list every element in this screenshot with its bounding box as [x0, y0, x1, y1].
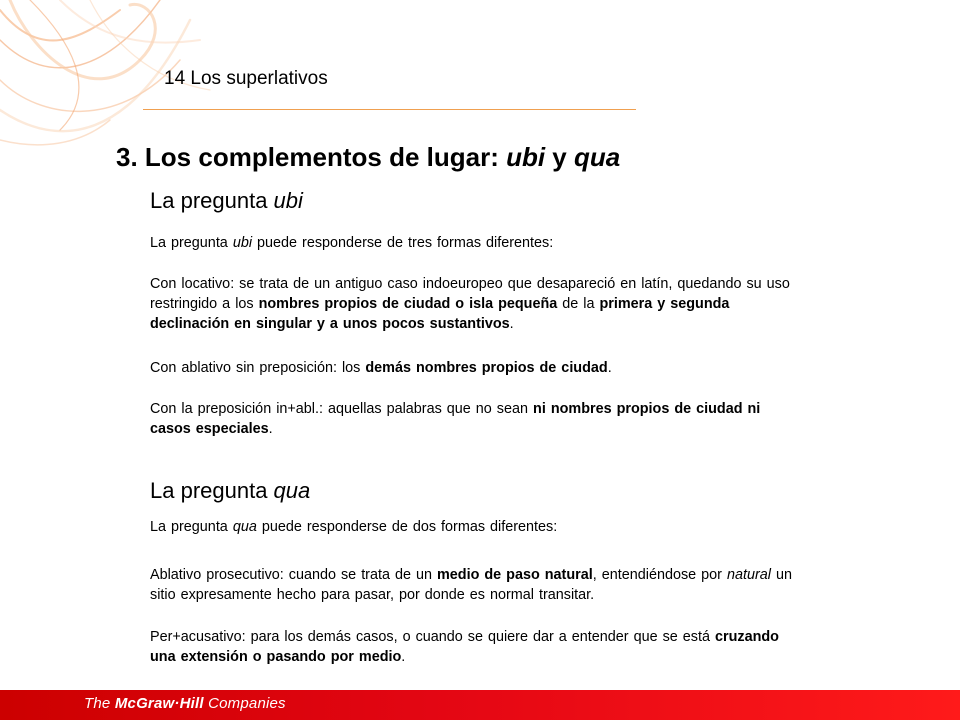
footer-bar: [0, 690, 960, 720]
ubi-intro-paragraph: La pregunta ubi puede responderse de tres formas diferentes:: [150, 235, 554, 251]
qua-intro-paragraph: La pregunta qua puede responderse de dos formas diferentes:: [150, 519, 558, 535]
qua-acusativo-paragraph: Per+acusativo: para los demás casos, o cuando se quiere dar a entender que se está cruzando una extensión o pasando por medio.: [150, 629, 779, 665]
ubi-ablativo-paragraph: Con ablativo sin preposición: los demás nombres propios de ciudad.: [150, 360, 612, 376]
chapter-title: 14 Los superlativos: [164, 68, 328, 89]
header-divider: [143, 109, 636, 110]
publisher-logo: The McGraw·Hill Companies: [84, 695, 286, 712]
ubi-locativo-paragraph: Con locativo: se trata de un antiguo caso indoeuropeo que desapareció en latín, quedando su uso restringido a los nombres propios de ciudad o isla pequeña de la primera y segunda declinación en singular y a unos pocos sustantivos.: [150, 276, 790, 332]
qua-prosecutivo-paragraph: Ablativo prosecutivo: cuando se trata de un medio de paso natural, entendiéndose por natural un sitio expresamente hecho para pasar, por donde es normal transitar.: [150, 567, 792, 603]
ubi-preposicion-paragraph: Con la preposición in+abl.: aquellas palabras que no sean ni nombres propios de ciudad ni casos especiales.: [150, 401, 761, 437]
section-heading-qua: La pregunta qua: [150, 478, 311, 503]
section-heading-ubi: La pregunta ubi: [150, 188, 303, 213]
slide-title: 3. Los complementos de lugar: ubi y qua: [116, 142, 621, 172]
